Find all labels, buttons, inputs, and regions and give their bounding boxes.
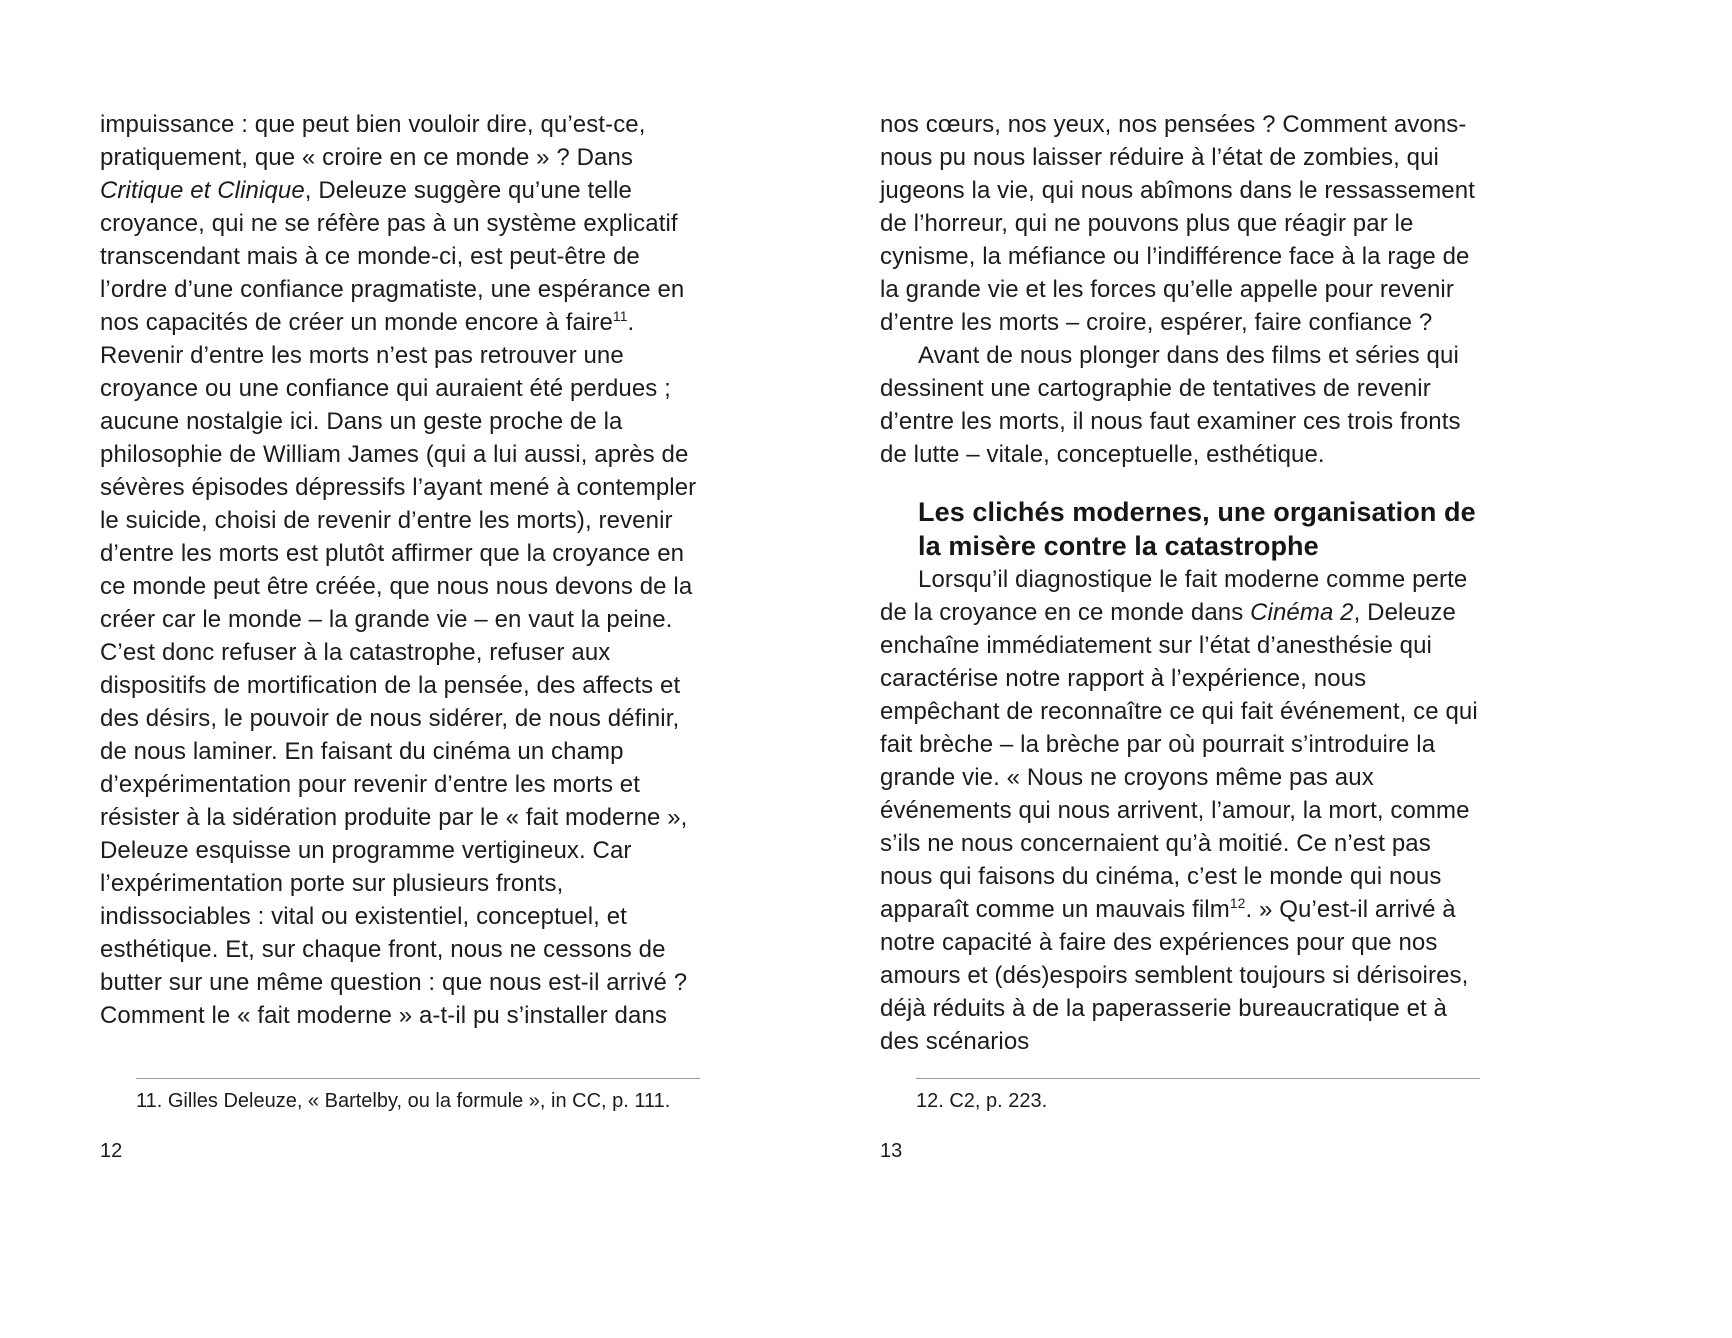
body-paragraph: nos cœurs, nos yeux, nos pensées ? Comment avons-nous pu nous laisser réduire à l’état de zombies, qui jugeons la vie, qui nous abîmons dans le ressassement de l’horreur, qui ne pouvons plus que réagir par le cynisme, la méfiance ou l’indifférence face à la rage de la grande vie et les forces qu’elle appelle pour revenir d’entre les morts – croire, espérer, faire confiance ? <box>880 111 1475 336</box>
page-number: 13 <box>880 1140 903 1162</box>
page-left <box>100 0 700 1338</box>
page-body <box>100 108 700 1032</box>
body-paragraph: Lorsqu’il diagnostique le fait moderne comme perte de la croyance en ce monde dans Cinéma 2, Deleuze enchaîne immédiatement sur l’état d’anesthésie qui caractérise notre rapport à l’expérience, nous empêchant de reconnaître ce qui fait événement, ce qui fait brèche – la brèche par où pourrait s’introduire la grande vie. « Nous ne croyons même pas aux événements qui nous arrivent, l’amour, la mort, comme s’ils ne nous concernaient qu’à moitié. Ce n’est pas nous qui faisons du cinéma, c’est le monde qui nous apparaît comme un mauvais film$^{12}$. » Qu’est-il arrivé à notre capacité à faire des expériences pour que nos amours et (dés)espoirs semblent toujours si dérisoires, déjà réduits à de la paperasserie bureaucratique et à des scénarios <box>880 566 1478 1055</box>
page-body <box>880 108 1480 1058</box>
body-paragraph: Avant de nous plonger dans des films et séries qui dessinent une cartographie de tentatives de revenir d’entre les morts, il nous faut examiner ces trois fronts de lutte – vitale, conceptuelle, esthétique. <box>880 342 1461 468</box>
footnote-divider <box>916 1078 1480 1079</box>
footnote-reference: 11 <box>612 308 628 324</box>
page-right <box>880 0 1480 1338</box>
page-number: 12 <box>100 1140 123 1162</box>
body-paragraph: impuissance : que peut bien vouloir dire, qu’est-ce, pratiquement, que « croire en ce monde » ? Dans Critique et Clinique, Deleuze suggère qu’une telle croyance, qui ne se réfère pas à un système explicatif transcendant mais à ce monde-ci, est peut-être de l’ordre d’une confiance pragmatiste, une espérance en nos capacités de créer un monde encore à faire$^{11}$. Revenir d’entre les morts n’est pas retrouver une croyance ou une confiance qui auraient été perdues ; aucune nostalgie ici. Dans un geste proche de la philosophie de William James (qui a lui aussi, après de sévères épisodes dépressifs l’ayant mené à contempler le suicide, choisi de revenir d’entre les morts), revenir d’entre les morts est plutôt affirmer que la croyance en ce monde peut être créée, que nous nous devons de la créer car le monde – la grande vie – en vaut la peine. C’est donc refuser à la catastrophe, refuser aux dispositifs de mortification de la pensée, des affects et des désirs, le pouvoir de nous sidérer, de nous définir, de nous laminer. En faisant du cinéma un champ d’expérimentation pour revenir d’entre les morts et résister à la sidération produite par le « fait moderne », Deleuze esquisse un programme vertigineux. Car l’expérimentation porte sur plusieurs fronts, indissociables : vital ou existentiel, conceptuel, et esthétique. Et, sur chaque front, nous ne cessons de butter sur une même question : que nous est-il arrivé ? Comment le « fait moderne » a-t-il pu s’installer dans <box>100 111 697 1029</box>
footnote-area <box>880 1078 1480 1113</box>
footnote-divider <box>136 1078 700 1079</box>
footnote-text: 11. Gilles Deleuze, « Bartelby, ou la formule », in CC, p. 111. <box>136 1090 671 1112</box>
section-heading: Les clichés modernes, une organisation de la misère contre la catastrophe <box>918 497 1476 561</box>
footnote-reference: 12 <box>1229 895 1246 911</box>
footnote-area <box>100 1078 700 1113</box>
footnote-text: 12. C2, p. 223. <box>916 1090 1048 1112</box>
